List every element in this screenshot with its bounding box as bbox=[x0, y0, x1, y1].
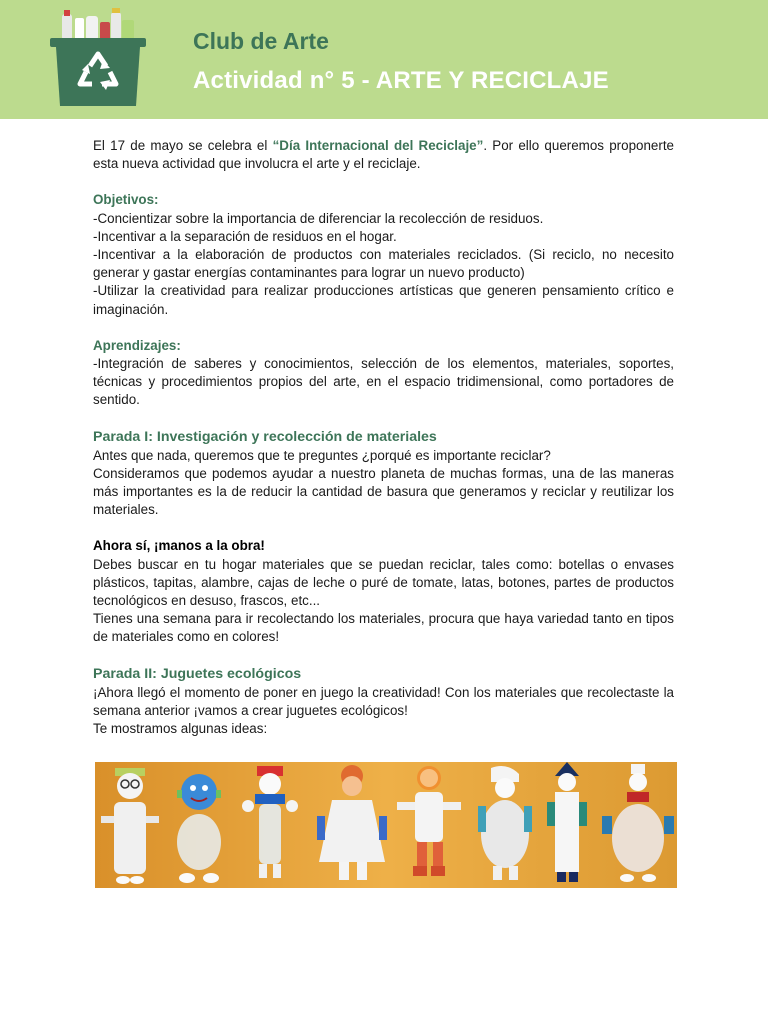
objetivos-heading: Objetivos: bbox=[93, 192, 159, 208]
objetivo-item: -Incentivar a la separación de residuos en el hogar. bbox=[93, 228, 397, 244]
objetivo-item: -Concientizar sobre la importancia de diferenciar la recolección de residuos. bbox=[93, 210, 544, 226]
objetivo-item: -Utilizar la creatividad para realizar producciones artísticas que generen pensamiento crítico e imaginación. bbox=[93, 283, 674, 317]
parada1-paragraph: Consideramos que podemos ayudar a nuestro planeta de muchas formas, una de las maneras más importantes es la de reducir la cantidad de basura que generamos y reciclar y reutilizar los materiales. bbox=[93, 465, 674, 518]
manos-heading: Ahora sí, ¡manos a la obra! bbox=[93, 538, 265, 554]
objetivo-item: -Incentivar a la elaboración de productos con materiales reciclados. (Si reciclo, no necesito generar y gastar energías contaminantes para lograr un nuevo producto) bbox=[93, 247, 674, 281]
intro-highlight: “Día Internacional del Reciclaje” bbox=[272, 138, 484, 153]
club-title: Club de Arte bbox=[193, 28, 329, 54]
aprendizajes-text: -Integración de saberes y conocimientos, selección de los elementos, materiales, soportes, técnicas y procedimientos propios del arte, en el espacio tridimensional, como portadores de sentido. bbox=[93, 356, 674, 408]
recycled-toys-photo bbox=[95, 762, 677, 888]
parada2-paragraph: ¡Ahora llegó el momento de poner en juego la creatividad! Con los materiales que recolectaste la semana anterior ¡vamos a crear juguetes ecológicos! bbox=[93, 684, 674, 718]
header-banner bbox=[0, 0, 768, 119]
parada1-heading: Parada I: Investigación y recolección de materiales bbox=[93, 428, 437, 445]
activity-title: Actividad n° 5 - ARTE Y RECICLAJE bbox=[193, 67, 609, 94]
aprendizajes-heading: Aprendizajes: bbox=[93, 337, 181, 353]
parada2-heading: Parada II: Juguetes ecológicos bbox=[93, 665, 302, 682]
document-body bbox=[93, 137, 674, 738]
manos-paragraph: Tienes una semana para ir recolectando los materiales, procura que haya variedad tanto en tipos de materiales como en colores! bbox=[93, 611, 674, 645]
intro-paragraph: El 17 de mayo se celebra el “Día Internacional del Reciclaje”. Por ello queremos proponerte esta nueva actividad que involucra el arte y el reciclaje. bbox=[93, 138, 674, 172]
recycle-bin-icon bbox=[48, 6, 148, 110]
parada1-paragraph: Antes que nada, queremos que te preguntes ¿porqué es importante reciclar? bbox=[93, 447, 551, 463]
manos-paragraph: Debes buscar en tu hogar materiales que se puedan reciclar, tales como: botellas o envases plásticos, tapitas, alambre, cajas de leche o puré de tomate, latas, botones, partes de productos tecnológicos en desuso, frascos, etc... bbox=[93, 556, 674, 609]
parada2-paragraph: Te mostramos algunas ideas: bbox=[93, 721, 268, 737]
